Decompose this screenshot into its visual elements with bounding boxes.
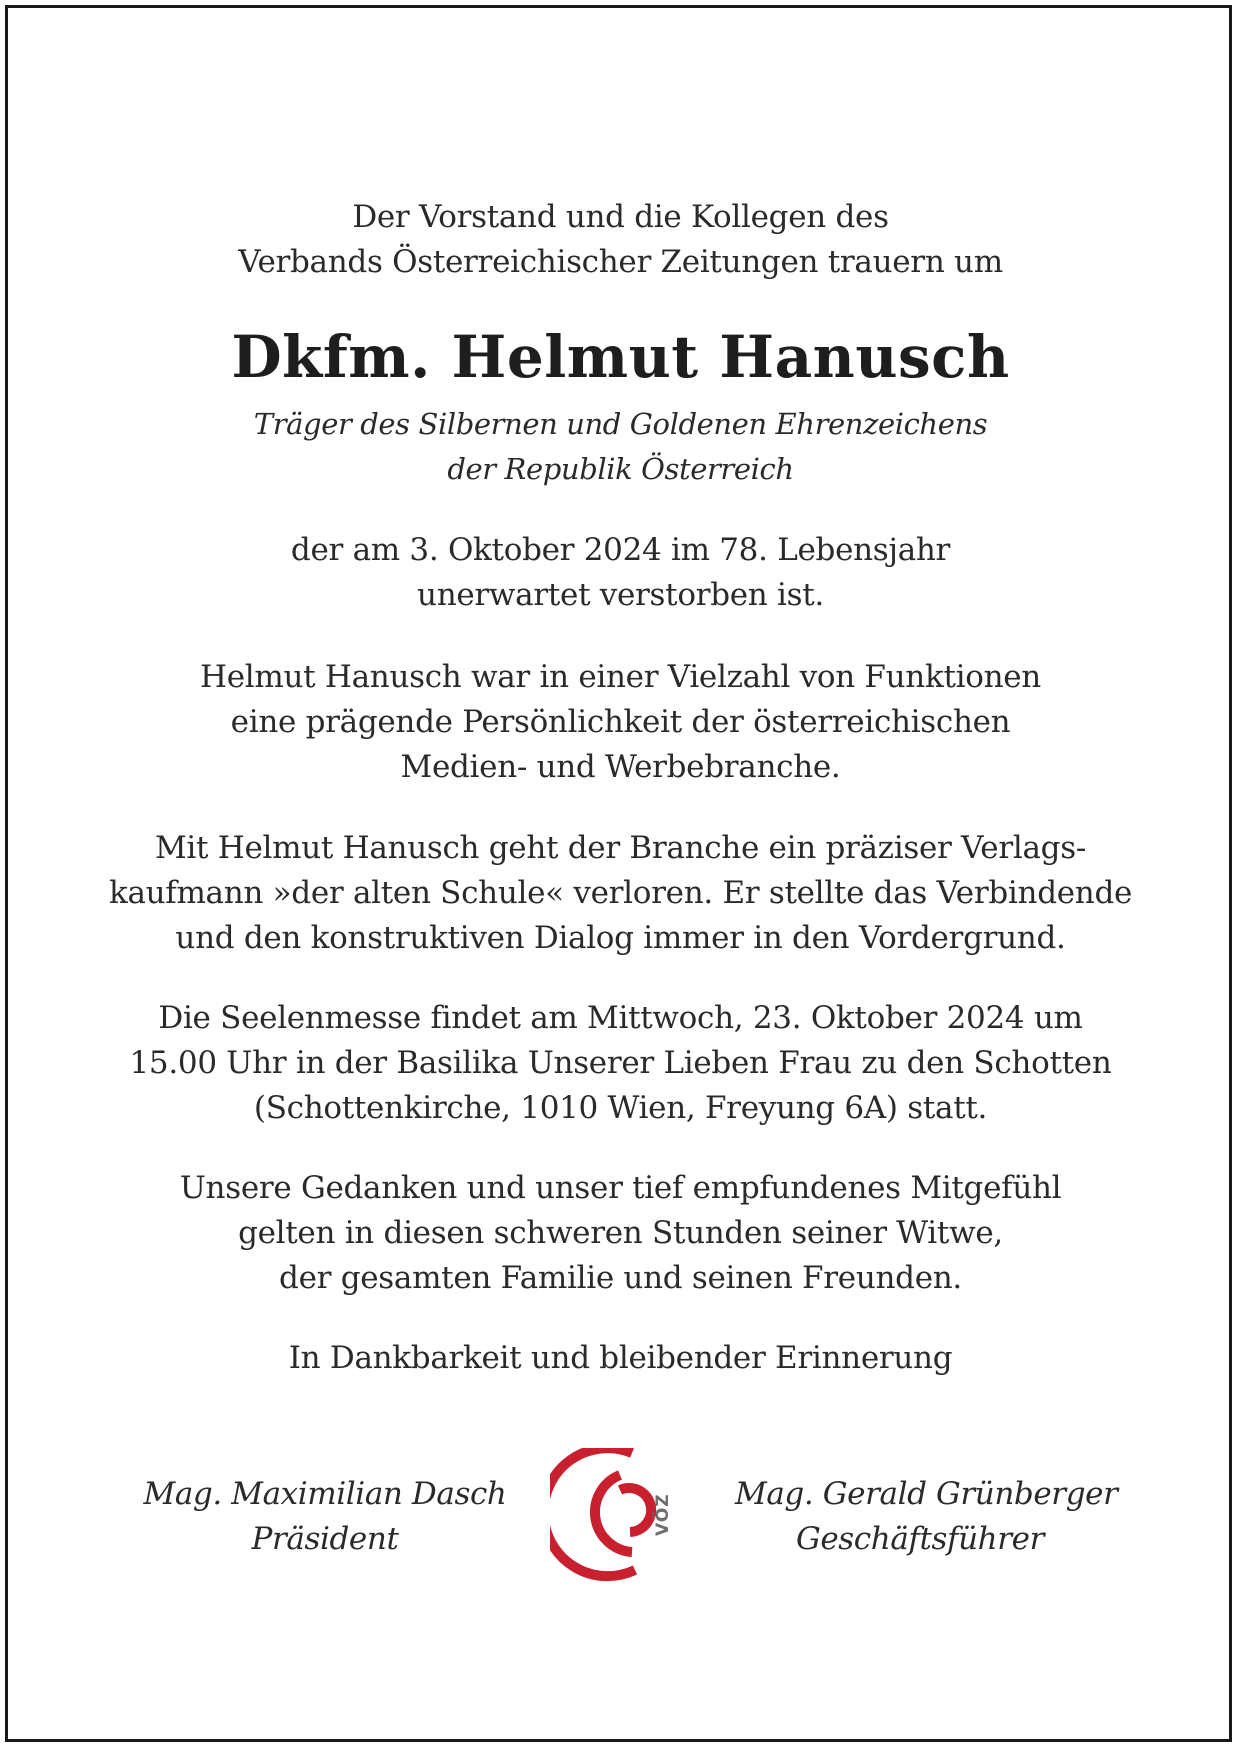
logo-text: VÖZ: [653, 1493, 673, 1536]
intro-line: Der Vorstand und die Kollegen des: [352, 199, 889, 235]
intro-text: [0, 195, 1241, 285]
paragraph-line: unerwartet verstorben ist.: [417, 577, 824, 613]
paragraph-line: kaufmann »der alten Schule« verloren. Er stellte das Verbindende: [108, 875, 1133, 911]
paragraph-line: der gesamten Familie und seinen Freunden.: [279, 1260, 962, 1296]
signatory-name: Mag. Gerald Grünberger: [735, 1476, 1118, 1512]
paragraph-line: gelten in diesen schweren Stunden seiner Witwe,: [238, 1215, 1003, 1251]
signatory-president: [140, 1472, 510, 1562]
paragraph-line: der am 3. Oktober 2024 im 78. Lebensjahr: [290, 532, 951, 568]
honors-line: der Republik Österreich: [447, 452, 794, 486]
paragraph-line: Unsere Gedanken und unser tief empfundenes Mitgefühl: [179, 1170, 1062, 1206]
deceased-name: Dkfm. Helmut Hanusch: [231, 323, 1010, 391]
honors-text: [0, 402, 1241, 492]
paragraph-line: Medien- und Werbebranche.: [400, 749, 841, 785]
paragraph-condolences: [0, 1166, 1241, 1301]
paragraph-mass: [0, 996, 1241, 1131]
paragraph-line: Helmut Hanusch war in einer Vielzahl von Funktionen: [200, 659, 1041, 695]
honors-line: Träger des Silbernen und Goldenen Ehrenzeichens: [253, 407, 988, 441]
paragraph-line: und den konstruktiven Dialog immer in den Vordergrund.: [175, 920, 1066, 956]
paragraph-closing: [0, 1336, 1241, 1381]
signatory-role: Geschäftsführer: [795, 1521, 1045, 1557]
paragraph-legacy: [0, 826, 1241, 961]
paragraph-line: eine prägende Persönlichkeit der österreichischen: [230, 704, 1011, 740]
paragraph-line: 15.00 Uhr in der Basilika Unserer Lieben Frau zu den Schotten: [129, 1045, 1112, 1081]
paragraph-line: In Dankbarkeit und bleibender Erinnerung: [288, 1340, 953, 1376]
signatory-director: [735, 1472, 1118, 1562]
paragraph-tribute: [0, 655, 1241, 790]
signatory-name: Mag. Maximilian Dasch: [143, 1476, 507, 1512]
paragraph-line: (Schottenkirche, 1010 Wien, Freyung 6A) statt.: [253, 1090, 988, 1126]
paragraph-death-date: [0, 528, 1241, 618]
intro-line: Verbands Österreichischer Zeitungen trauern um: [238, 244, 1003, 280]
signatory-role: Präsident: [251, 1521, 399, 1557]
voez-logo-icon: [550, 1448, 710, 1588]
logo-inner-arc: [620, 1488, 651, 1532]
voez-logo: [550, 1448, 710, 1588]
paragraph-line: Mit Helmut Hanusch geht der Branche ein präziser Verlags-: [154, 830, 1086, 866]
paragraph-line: Die Seelenmesse findet am Mittwoch, 23. Oktober 2024 um: [158, 1000, 1083, 1036]
